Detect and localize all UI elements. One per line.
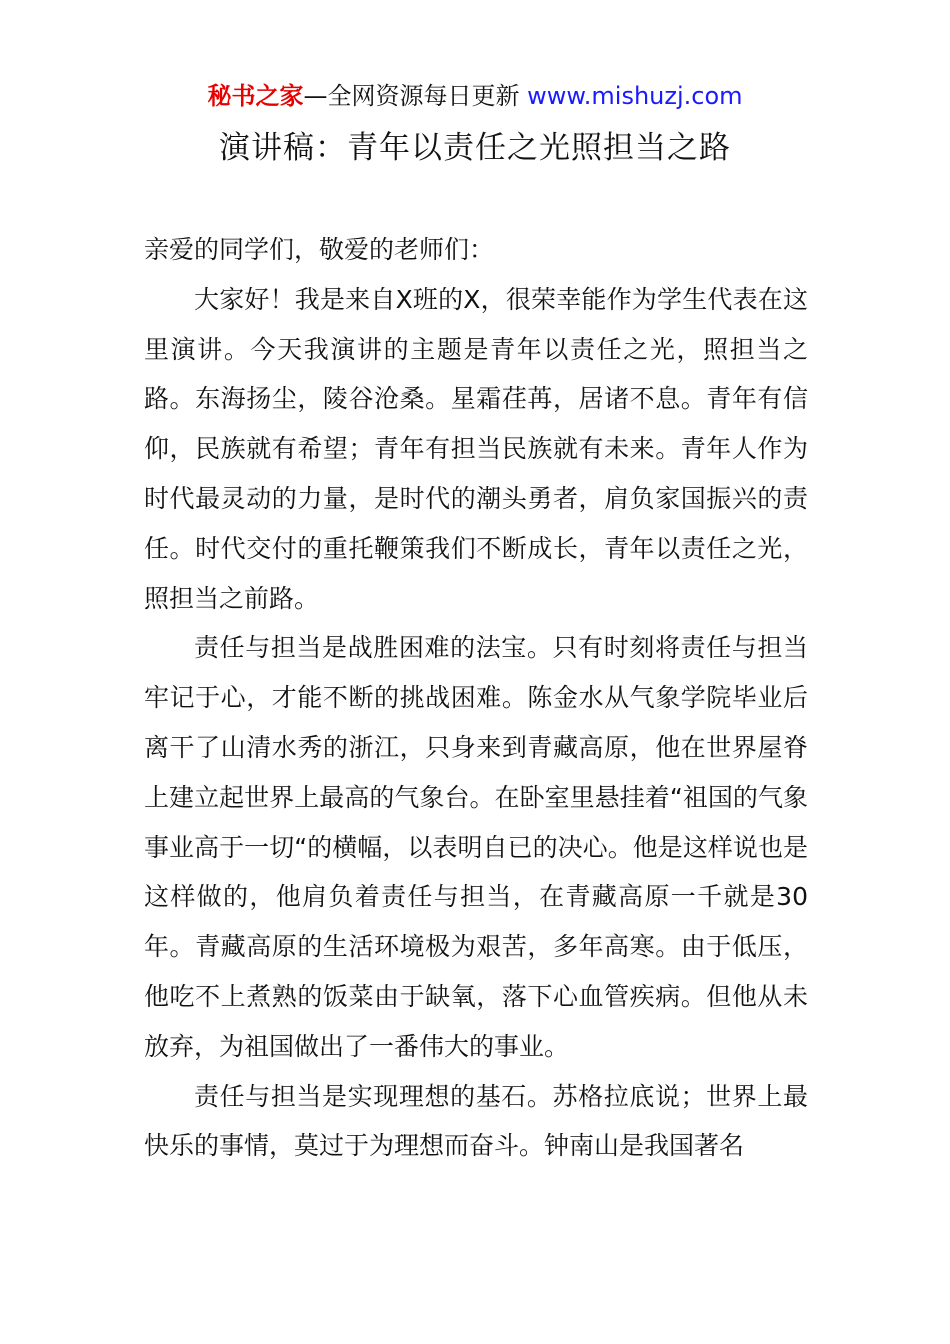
document-body [144, 225, 808, 1171]
document-title: 演讲稿：青年以责任之光照担当之路 [219, 130, 731, 166]
paragraph-1: 大家好！我是来自X班的X，很荣幸能作为学生代表在这里演讲。今天我演讲的主题是青年以责任之光，照担当之路。东海扬尘，陵谷沧桑。星霜荏苒，居诸不息。青年有信仰，民族就有希望；青年有担当民族就有未来。青年人作为时代最灵动的力量，是时代的潮头勇者，肩负家国振兴的责任。时代交付的重托鞭策我们不断成长，青年以责任之光，照担当之前路。 [144, 284, 808, 613]
brand-name: 秘书之家 [207, 82, 304, 110]
site-tagline: —全网资源每日更新 [303, 82, 528, 110]
paragraph-2: 责任与担当是战胜困难的法宝。只有时刻将责任与担当牢记于心，才能不断的挑战困难。陈金水从气象学院毕业后离干了山清水秀的浙江，只身来到青藏高原，他在世界屋脊上建立起世界上最高的气象台。在卧室里悬挂着“祖国的气象事业高于一切“的横幅，以表明自已的决心。他是这样说也是这样做的，他肩负着责任与担当，在青藏高原一千就是30年。青藏高原的生活环境极为艰苦，多年高寒。由于低压，他吃不上煮熟的饭菜由于缺氧，落下心血管疾病。但他从未放弃，为祖国做出了一番伟大的事业。 [144, 633, 808, 1061]
site-url-link[interactable]: www.mishuzj.com [527, 82, 743, 110]
greeting-line: 亲爱的同学们，敬爱的老师们： [144, 235, 495, 264]
paragraph-3: 责任与担当是实现理想的基石。苏格拉底说；世界上最快乐的事情，莫过于为理想而奋斗。钟南山是我国著名 [144, 1081, 808, 1161]
site-header [0, 80, 950, 112]
